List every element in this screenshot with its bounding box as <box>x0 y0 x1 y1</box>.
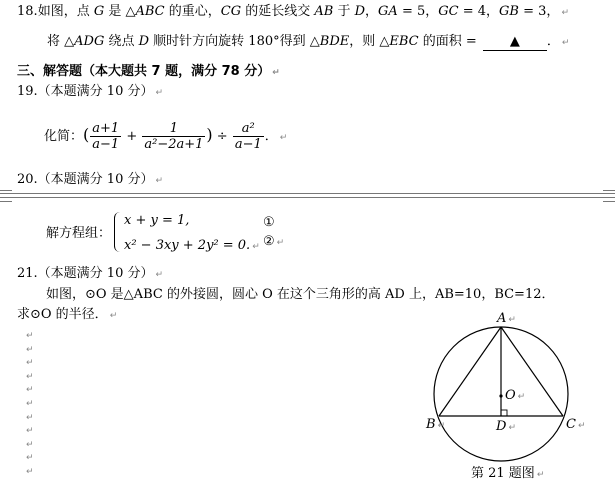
var-g: G <box>93 4 105 19</box>
figure-caption-text: 第 21 题图 <box>471 466 535 481</box>
q21-label: 21.（本题满分 10 分） <box>17 266 154 281</box>
label-d-text: D <box>496 419 507 434</box>
circled-two: ② <box>263 234 275 249</box>
paragraph-mark: ↵ <box>517 392 526 402</box>
q18-text-5: 于 <box>333 4 355 19</box>
paragraph-mark: ↵ <box>155 270 164 280</box>
paragraph-mark: ↵ <box>26 371 34 382</box>
paragraph-mark: ↵ <box>26 358 34 369</box>
q18-text-2: 是 <box>104 4 126 19</box>
var-gc: GC <box>438 4 459 19</box>
fraction-3-denominator: a−1 <box>234 137 262 152</box>
fraction-1-numerator: a+1 <box>92 121 120 136</box>
triangle-adg: △ADG <box>64 34 105 49</box>
paragraph-mark: ↵ <box>109 311 118 321</box>
paragraph-mark: ↵ <box>577 421 586 431</box>
paragraph-mark: ↵ <box>26 398 34 409</box>
label-b <box>426 417 445 434</box>
fraction-2-numerator: 1 <box>142 121 205 137</box>
q19-prefix: 化简： <box>44 129 84 144</box>
var-cg: CG <box>220 4 242 19</box>
triangle-bde: △BDE <box>309 34 350 49</box>
q18-text-9: = 3， <box>519 4 560 19</box>
var-ga: GA <box>378 4 398 19</box>
paragraph-mark: ↵ <box>508 315 516 325</box>
point-d: D <box>138 34 150 49</box>
center-point-o <box>499 394 502 397</box>
label-a <box>497 311 516 328</box>
paragraph-mark: ↵ <box>26 439 34 450</box>
paragraph-mark: ↵ <box>26 426 34 437</box>
equation-2-text: x² − 3xy + 2y² = 0. <box>124 238 251 253</box>
section-title-text: 三、解答题（本大题共 7 题，满分 78 分） <box>17 64 271 79</box>
q18-text-8: = 4， <box>458 4 500 19</box>
label-o <box>505 388 525 405</box>
var-ab: AB <box>314 4 334 19</box>
paragraph-mark: ↵ <box>26 453 34 464</box>
label-o-text: O <box>505 388 516 403</box>
q18-text-6: ， <box>365 4 379 19</box>
q18-text-1: 如图，点 <box>37 4 94 19</box>
right-angle-mark <box>501 410 507 416</box>
label-d <box>496 419 516 436</box>
paragraph-mark: ↵ <box>536 470 545 480</box>
q18-l2-text-2: 绕点 <box>104 34 139 49</box>
q21-text-2: 求⊙O 的半径． <box>17 307 108 322</box>
q20-label: 20.（本题满分 10 分） <box>17 172 154 187</box>
label-c-text: C <box>566 417 576 432</box>
paragraph-mark: ↵ <box>155 88 164 98</box>
q18-text-7: = 5， <box>397 4 439 19</box>
circled-one: ① <box>263 215 275 230</box>
q18-l2-text-4: ，则 <box>349 34 380 49</box>
answer-triangle-icon: ▲ <box>509 34 520 49</box>
paragraph-mark: ↵ <box>26 412 34 423</box>
q18-l2-text-5: 的面积 = <box>418 34 481 49</box>
label-a-text: A <box>497 311 507 326</box>
q20-prefix-text: 解方程组： <box>46 226 112 241</box>
side-ab <box>439 327 501 416</box>
paragraph-mark: ↵ <box>561 8 569 18</box>
paragraph-mark: ↵ <box>276 238 285 248</box>
q19-label: 19.（本题满分 10 分） <box>17 84 154 99</box>
paragraph-mark: ↵ <box>26 344 34 355</box>
label-c <box>566 417 586 434</box>
q18-number: 18. <box>17 4 38 19</box>
paragraph-mark: ↵ <box>279 133 288 143</box>
paragraph-mark: ↵ <box>155 176 164 186</box>
q18-l2-text-3: 顺时针方向旋转 180°得到 <box>149 34 310 49</box>
q21-text-1: 如图，⊙O 是△ABC 的外接圆，圆心 O 在这个三角形的高 AD 上，AB=10，BC=12． <box>46 287 555 302</box>
q18-line2: 将 △ADG 绕点 D 顺时针方向旋转 180°得到 △BDE，则 △EBC 的面积 = ▲ ． ↵ <box>47 34 570 49</box>
paragraph-mark: ↵ <box>26 385 34 396</box>
q18-text-3: 的重心， <box>164 4 221 19</box>
paragraph-mark: ↵ <box>26 331 34 341</box>
q19-expression: 化简：( $\frac{a+1}{a-1}$ + $\frac{1}{\text{a²−2a+1}}$ ) ÷ $\frac{\text{a²}}{a-1}$ ． ↵ <box>44 121 288 152</box>
paragraph-mark: ↵ <box>561 38 570 48</box>
paragraph-mark: ↵ <box>508 423 516 433</box>
triangle-abc: △ABC <box>125 4 165 19</box>
paragraph-mark: ↵ <box>437 421 446 431</box>
var-d: D <box>354 4 366 19</box>
paragraph-mark: ↵ <box>252 242 260 252</box>
fraction-1-denominator: a−1 <box>92 137 120 152</box>
q18-l2-text-1: 将 <box>47 34 65 49</box>
fraction-2-denominator: a²−2a+1 <box>144 137 204 152</box>
q18-text-4: 的延长线交 <box>241 4 315 19</box>
equation-1-text: x + y = 1, <box>124 213 190 228</box>
fraction-3-numerator: a² <box>233 121 264 137</box>
var-gb: GB <box>499 4 519 19</box>
label-b-text: B <box>426 417 436 432</box>
paragraph-mark: ↵ <box>272 68 280 78</box>
triangle-ebc: △EBC <box>379 34 419 49</box>
figure-caption <box>471 466 544 483</box>
paragraph-mark: ↵ <box>26 466 34 477</box>
